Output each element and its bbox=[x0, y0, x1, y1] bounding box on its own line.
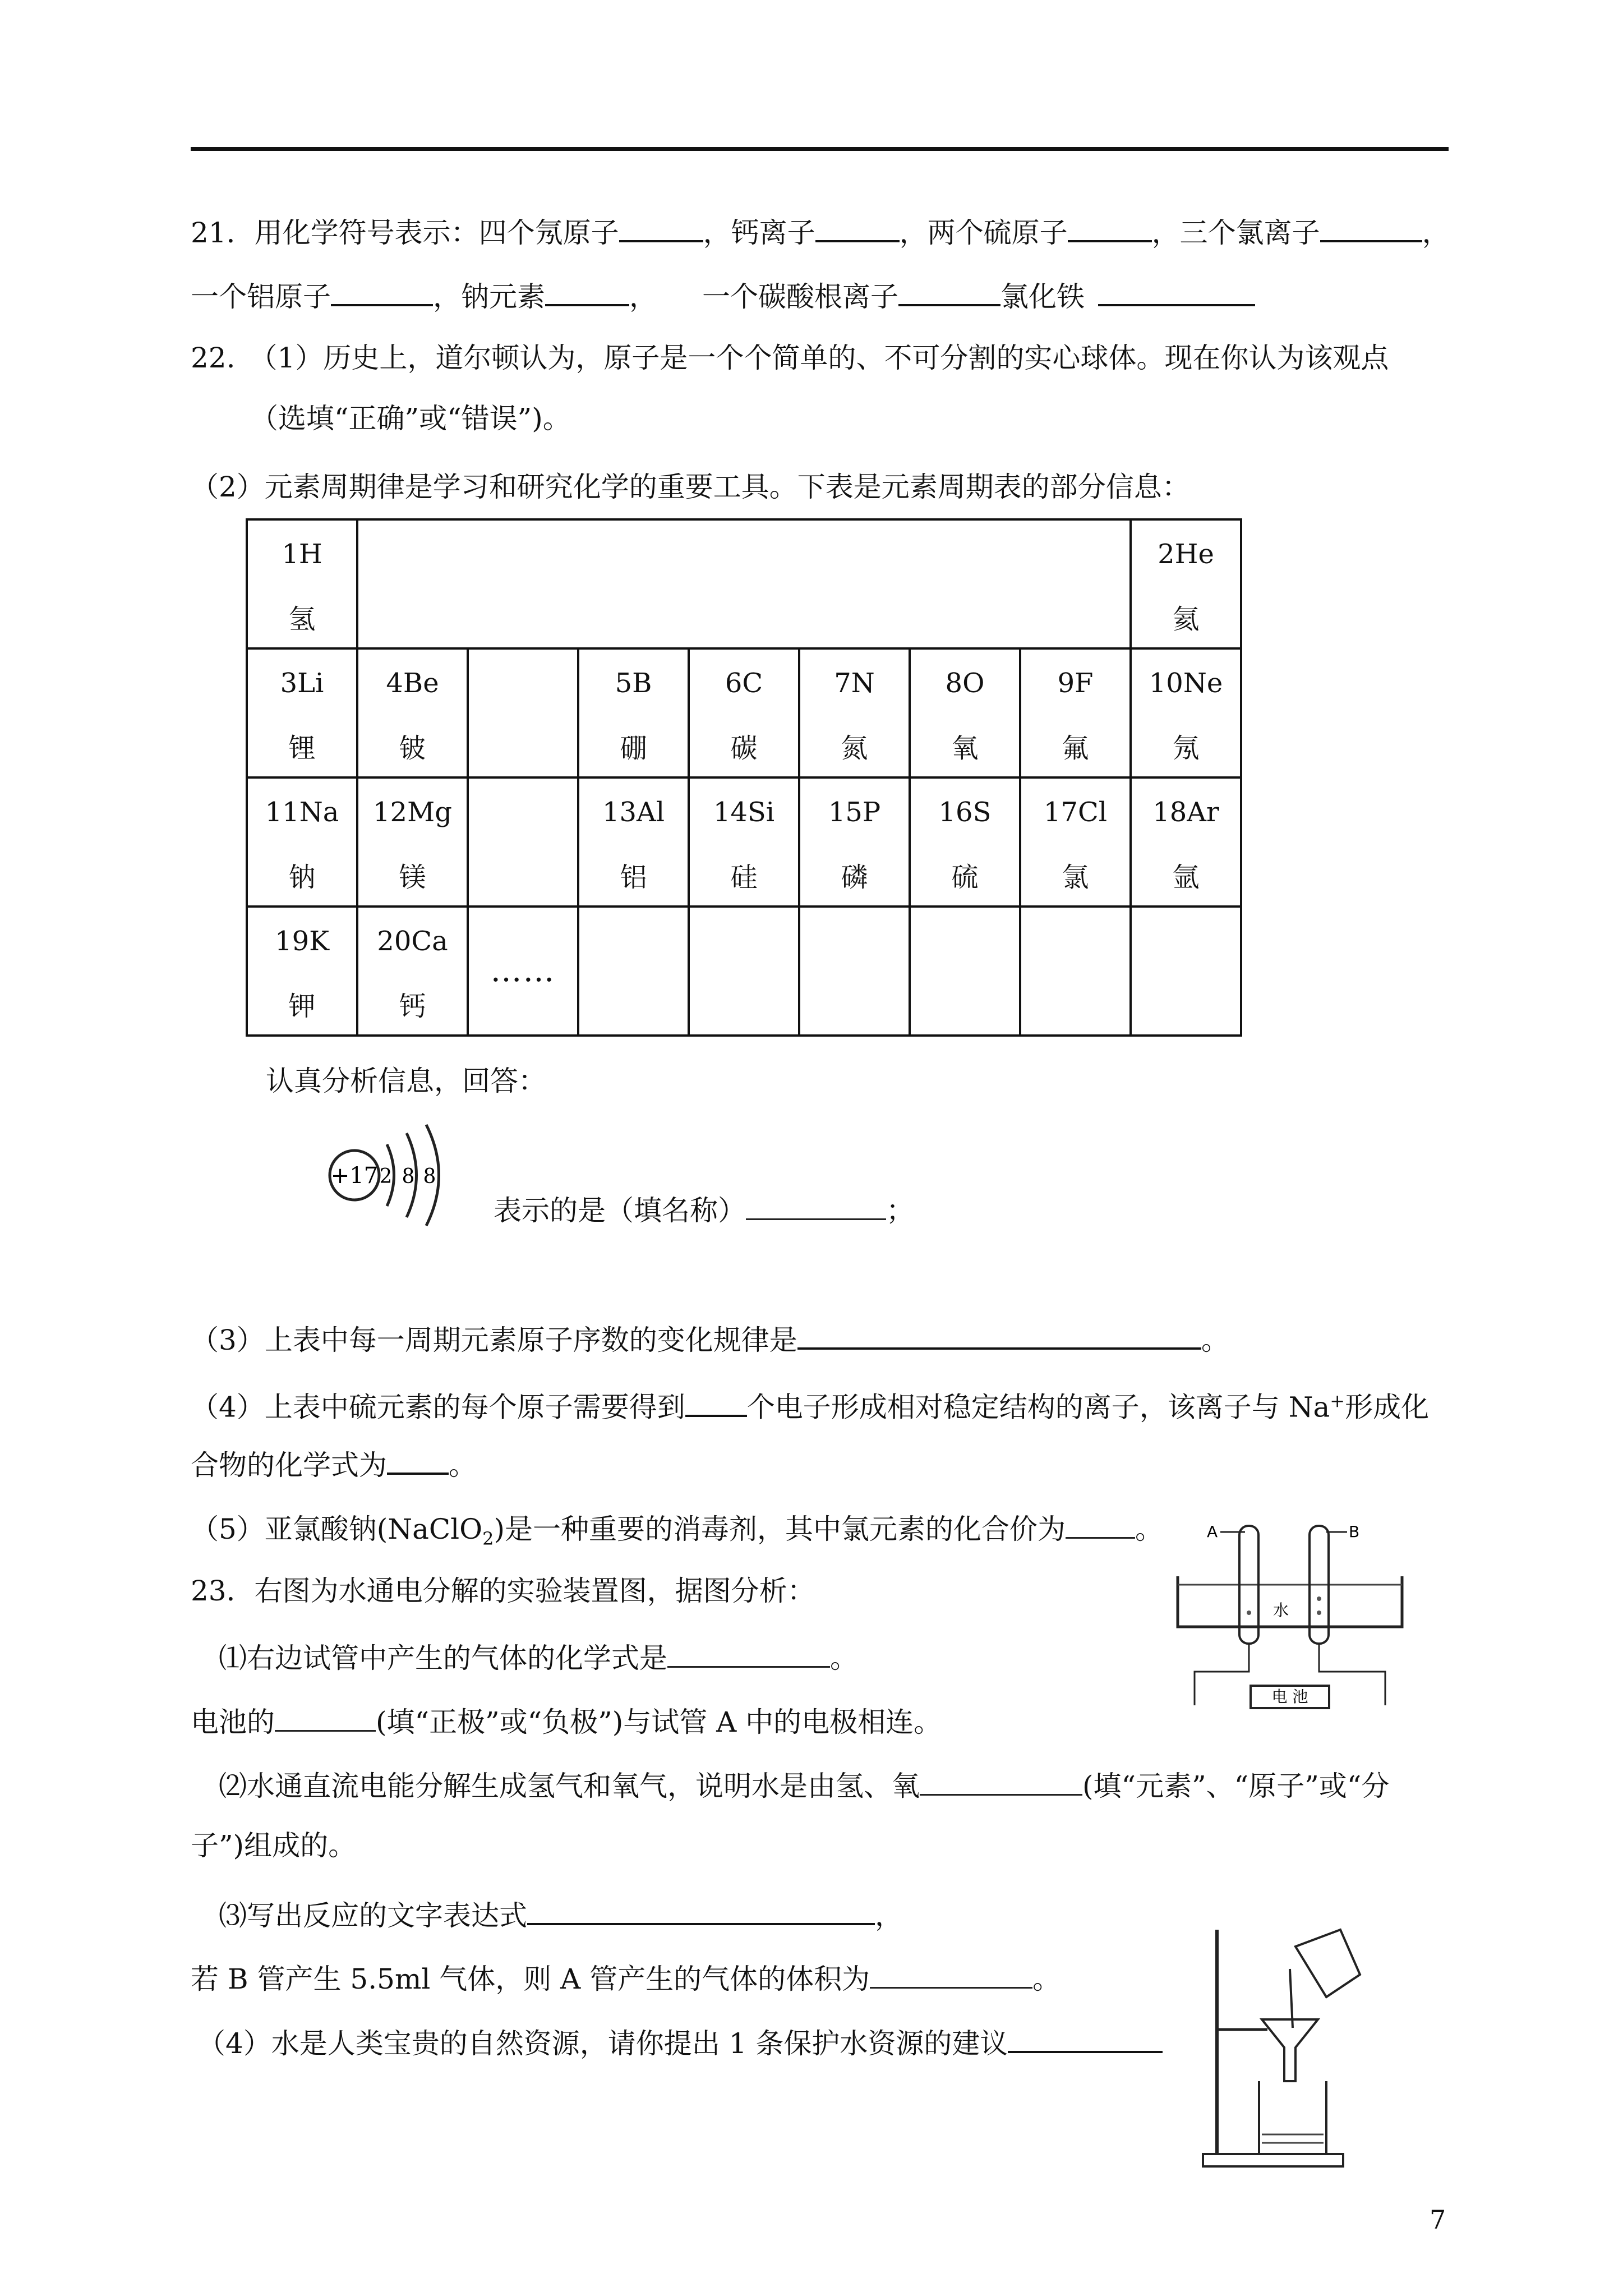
periodic-table bbox=[246, 518, 1242, 1037]
table-cell bbox=[578, 648, 689, 777]
element-symbol: 5B bbox=[615, 668, 652, 699]
table-cell bbox=[357, 907, 468, 1036]
q23-text: (填“正极”或“负极”)与试管 A 中的电极相连。 bbox=[376, 1706, 942, 1738]
element-name: 碳 bbox=[730, 733, 758, 764]
q23-text: 若 B 管产生 5.5ml 气体，则 A 管产生的气体的体积为 bbox=[191, 1963, 870, 1995]
table-cell bbox=[910, 648, 1020, 777]
table-cell bbox=[689, 907, 799, 1036]
table-cell bbox=[1131, 648, 1241, 777]
table-cell bbox=[799, 648, 910, 777]
q22-p2: （2）元素周期律是学习和研究化学的重要工具。下表是元素周期表的部分信息： bbox=[191, 471, 1190, 503]
wire bbox=[1195, 1644, 1249, 1705]
q23-blank-volume[interactable] bbox=[870, 1958, 1032, 1989]
table-row bbox=[247, 907, 1241, 1036]
q22-p1-line2: （选填“正确”或“错误”)。 bbox=[250, 402, 571, 435]
q22-text: )是一种重要的消毒剂，其中氯元素的化合价为 bbox=[494, 1513, 1066, 1545]
table-cell bbox=[1020, 648, 1131, 777]
table-cell bbox=[1020, 907, 1131, 1036]
q22-text: 个电子形成相对稳定结构的离子，该离子与 Na bbox=[746, 1391, 1330, 1424]
q23-blank-electrode[interactable] bbox=[275, 1701, 376, 1732]
battery-label: 电 池 bbox=[1271, 1687, 1308, 1706]
tube-label-a: A bbox=[1207, 1522, 1218, 1541]
q21-blank-ferric-chloride[interactable] bbox=[1098, 275, 1255, 306]
q21-text: ，两个硫原子 bbox=[899, 217, 1068, 249]
q22-analyze: 认真分析信息，回答： bbox=[266, 1065, 546, 1097]
q23-s1-line2 bbox=[191, 1701, 942, 1740]
element-name: 氩 bbox=[1172, 862, 1200, 893]
table-cell bbox=[1020, 777, 1131, 907]
element-symbol: 19K bbox=[275, 926, 329, 957]
element-symbol: 3Li bbox=[280, 668, 324, 699]
q22-diagram-question bbox=[494, 1189, 914, 1228]
q22-blank-pattern[interactable] bbox=[797, 1318, 1201, 1350]
element-symbol: 18Ar bbox=[1152, 797, 1219, 828]
element-symbol: 13Al bbox=[602, 797, 665, 828]
q22-text: （4）上表中硫元素的每个原子需要得到 bbox=[191, 1391, 685, 1424]
shell-electrons: 2 bbox=[379, 1165, 393, 1188]
element-name: 氖 bbox=[1172, 733, 1200, 764]
q23-text: 。 bbox=[1032, 1963, 1061, 1995]
bubble bbox=[1317, 1611, 1321, 1615]
q23-s3-line2 bbox=[191, 1958, 1061, 1997]
q21-text: ， bbox=[1422, 217, 1450, 249]
element-symbol: 8O bbox=[945, 668, 985, 699]
stand-base bbox=[1203, 2154, 1343, 2166]
q21-text: 氯化铁 bbox=[1000, 280, 1085, 313]
table-row bbox=[247, 648, 1241, 777]
q21-blank-aluminum[interactable] bbox=[331, 275, 433, 306]
q21-blank-neon[interactable] bbox=[619, 211, 703, 242]
table-cell bbox=[247, 519, 357, 648]
table-cell bbox=[1131, 907, 1241, 1036]
q22-text: 合物的化学式为 bbox=[191, 1449, 387, 1481]
q23-text: (填“元素”、“原子”或“分 bbox=[1082, 1770, 1390, 1802]
element-name: 铍 bbox=[399, 733, 426, 764]
element-name: 硅 bbox=[730, 862, 758, 893]
q23-text: （4）水是人类宝贵的自然资源，请你提出 1 条保护水资源的建议 bbox=[197, 2027, 1008, 2060]
element-symbol: 6C bbox=[725, 668, 763, 699]
element-name: 氟 bbox=[1062, 733, 1089, 764]
q23-s4 bbox=[197, 2022, 1163, 2062]
q23-s1 bbox=[219, 1637, 858, 1676]
q21-text: ， bbox=[629, 280, 657, 313]
q22-text: 形成化 bbox=[1345, 1391, 1430, 1424]
filtration-apparatus bbox=[1200, 1907, 1385, 2171]
q22-text: 。 bbox=[1135, 1513, 1163, 1545]
element-name: 磷 bbox=[841, 862, 868, 893]
q23-s2 bbox=[219, 1765, 1389, 1804]
table-cell bbox=[468, 777, 578, 907]
q22-blank-diagram-name[interactable] bbox=[746, 1189, 886, 1220]
q21-blank-chloride[interactable] bbox=[1320, 211, 1422, 242]
water-label: 水 bbox=[1273, 1601, 1289, 1619]
element-name: 钙 bbox=[399, 991, 426, 1022]
q23-s3 bbox=[219, 1894, 903, 1934]
table-cell bbox=[357, 648, 468, 777]
electrolysis-apparatus bbox=[1172, 1515, 1408, 1705]
q22-p4-line1 bbox=[191, 1383, 1429, 1425]
table-cell bbox=[247, 777, 357, 907]
table-cell bbox=[247, 648, 357, 777]
element-symbol: 7N bbox=[834, 668, 875, 699]
element-name: 锂 bbox=[288, 733, 316, 764]
table-cell bbox=[1131, 777, 1241, 907]
q22-text: （5）亚氯酸钠(NaClO bbox=[191, 1513, 483, 1545]
q21-line1 bbox=[191, 211, 1450, 251]
shell-electrons: 8 bbox=[423, 1165, 436, 1188]
ellipsis: …… bbox=[490, 953, 556, 989]
q21-text: 21．用化学符号表示：四个氖原子 bbox=[191, 217, 619, 249]
q21-text: ，钙离子 bbox=[703, 217, 815, 249]
table-cell bbox=[910, 907, 1020, 1036]
element-name: 氦 bbox=[1172, 604, 1200, 635]
q21-blank-sodium[interactable] bbox=[545, 275, 629, 306]
page-number: 7 bbox=[1430, 2205, 1446, 2235]
q22-text: （3）上表中每一周期元素原子序数的变化规律是 bbox=[191, 1324, 797, 1356]
element-symbol: 11Na bbox=[265, 797, 339, 828]
table-cell bbox=[578, 907, 689, 1036]
q23-text: 。 bbox=[830, 1642, 858, 1674]
q22-blank-valence[interactable] bbox=[1066, 1508, 1135, 1539]
q23-text: ， bbox=[875, 1899, 903, 1932]
q21-line2 bbox=[191, 275, 1255, 315]
tube-label-b: B bbox=[1349, 1522, 1360, 1541]
q23-blank-composition[interactable] bbox=[920, 1765, 1082, 1796]
element-symbol: 15P bbox=[828, 797, 881, 828]
table-cell bbox=[578, 777, 689, 907]
table-cell bbox=[799, 907, 910, 1036]
q22-p1-line1: 22. （1）历史上，道尔顿认为，原子是一个个简单的、不可分割的实心球体。现在你认为该观点 bbox=[191, 342, 1389, 374]
atom-structure-diagram bbox=[320, 1114, 454, 1237]
element-symbol: 20Ca bbox=[377, 926, 448, 957]
q23-text: ⑴右边试管中产生的气体的化学式是 bbox=[219, 1642, 667, 1674]
element-name: 硼 bbox=[620, 733, 647, 764]
bubble bbox=[1247, 1611, 1251, 1615]
q22-blank-electrons[interactable] bbox=[685, 1386, 747, 1417]
q22-blank-formula[interactable] bbox=[387, 1443, 449, 1475]
table-cell bbox=[1131, 519, 1241, 648]
element-symbol: 10Ne bbox=[1149, 668, 1223, 699]
q21-text: 一个碳酸根离子 bbox=[702, 280, 898, 313]
q21-text: 一个铝原子 bbox=[191, 280, 331, 313]
q22-text: 。 bbox=[449, 1449, 477, 1481]
element-name: 氯 bbox=[1062, 862, 1089, 893]
table-cell bbox=[910, 777, 1020, 907]
table-cell bbox=[689, 648, 799, 777]
q23-blank-gas-formula[interactable] bbox=[667, 1637, 830, 1668]
element-name: 氮 bbox=[841, 733, 868, 764]
pouring-beaker bbox=[1295, 1930, 1360, 1997]
q22-text: 表示的是（填名称） bbox=[494, 1194, 746, 1227]
table-cell bbox=[689, 777, 799, 907]
element-symbol: 9F bbox=[1057, 668, 1094, 699]
table-cell bbox=[468, 648, 578, 777]
q21-blank-calcium-ion[interactable] bbox=[815, 211, 900, 242]
q23-s2-line2: 子”)组成的。 bbox=[191, 1829, 357, 1862]
q22-p3 bbox=[191, 1318, 1229, 1358]
q23-text: ⑶写出反应的文字表达式 bbox=[219, 1899, 527, 1932]
element-name: 铝 bbox=[620, 862, 647, 893]
element-symbol: 4Be bbox=[386, 668, 439, 699]
table-gap bbox=[357, 519, 1131, 648]
table-cell bbox=[799, 777, 910, 907]
q22-superscript: + bbox=[1330, 1390, 1345, 1411]
shell-electrons: 8 bbox=[402, 1165, 415, 1188]
element-symbol: 12Mg bbox=[373, 797, 452, 828]
bubble bbox=[1317, 1596, 1321, 1601]
funnel bbox=[1262, 2019, 1318, 2081]
element-name: 氧 bbox=[951, 733, 979, 764]
q22-p5 bbox=[191, 1508, 1163, 1557]
q23-blank-word-equation[interactable] bbox=[527, 1894, 875, 1925]
q21-blank-sulfur[interactable] bbox=[1068, 211, 1152, 242]
table-cell bbox=[247, 907, 357, 1036]
nucleus-charge: +17 bbox=[330, 1163, 379, 1189]
q23-intro: 23．右图为水通电分解的实验装置图，据图分析： bbox=[191, 1575, 815, 1607]
q21-blank-carbonate[interactable] bbox=[898, 275, 1000, 306]
q23-text: 电池的 bbox=[191, 1706, 275, 1738]
q23-blank-suggestion[interactable] bbox=[1008, 2022, 1163, 2053]
element-name: 硫 bbox=[951, 862, 979, 893]
table-cell bbox=[468, 907, 578, 1036]
q22-p4-line2 bbox=[191, 1443, 477, 1483]
table-cell bbox=[357, 777, 468, 907]
q21-text: ，三个氯离子 bbox=[1151, 217, 1320, 249]
q22-subscript: 2 bbox=[482, 1528, 494, 1549]
element-name: 钠 bbox=[288, 862, 316, 893]
element-name: 钾 bbox=[288, 991, 316, 1022]
header-rule bbox=[191, 147, 1449, 151]
element-symbol: 14Si bbox=[713, 797, 775, 828]
element-symbol: 17Cl bbox=[1043, 797, 1108, 828]
element-name: 氢 bbox=[288, 604, 316, 635]
q22-text: 。 bbox=[1201, 1324, 1229, 1356]
element-name: 镁 bbox=[399, 862, 426, 893]
element-symbol: 1H bbox=[282, 539, 322, 570]
table-row bbox=[247, 777, 1241, 907]
q21-text: ，钠元素 bbox=[433, 280, 545, 313]
element-symbol: 2He bbox=[1158, 539, 1214, 570]
q23-text: ⑵水通直流电能分解生成氢气和氧气，说明水是由氢、氧 bbox=[219, 1770, 920, 1802]
table-row bbox=[247, 519, 1241, 648]
element-symbol: 16S bbox=[938, 797, 992, 828]
q22-text: ； bbox=[886, 1194, 914, 1227]
